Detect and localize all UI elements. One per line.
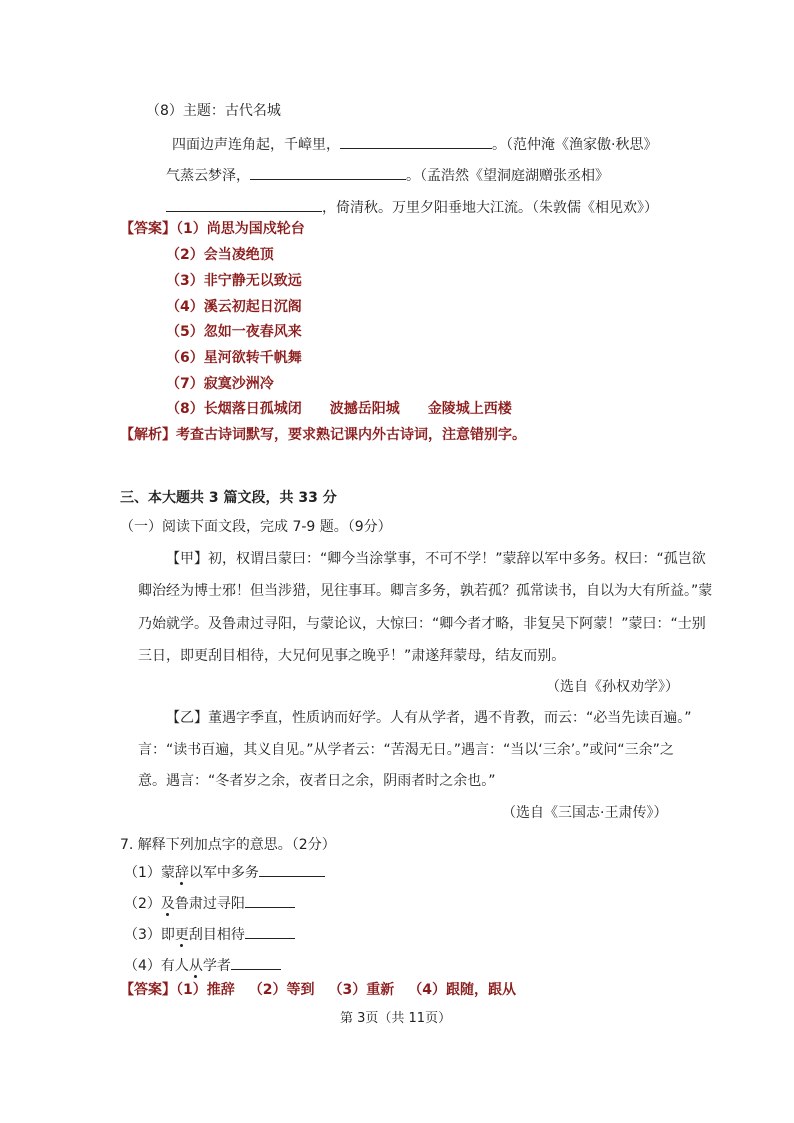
item-text: 学者: [202, 958, 231, 974]
analysis-line: [120, 425, 526, 445]
fill-blank[interactable]: [231, 955, 281, 970]
dotted-char: 更: [174, 927, 189, 943]
passage-jia-line: 三日，即更刮目相待，大兄何见事之晚乎！”肃遂拜蒙母，结友而别。: [138, 648, 566, 664]
answer-item: （1）推辞: [176, 982, 235, 998]
section-title: 三、本大题共 3 篇文段，共 33 分: [120, 490, 337, 506]
passage-yi-line: 【乙】董遇字季直，性质讷而好学。人有从学者，遇不肯教，而云：“必当先读百遍。”: [166, 710, 692, 726]
answer-item: （3）重新: [328, 982, 395, 998]
item-number: （3）: [124, 927, 161, 943]
answer-line-1: [120, 219, 305, 239]
passage-jia-line: 【甲】初，权谓吕蒙曰：“卿今当涂掌事，不可不学！”蒙辞以军中多务。权曰：“孤岂欲: [166, 551, 706, 567]
item-text: 蒙: [160, 865, 175, 881]
dotted-char: 辞: [174, 865, 189, 881]
answer-line-8: [166, 399, 512, 419]
passage-jia-line: 乃始就学。及鲁肃过寻阳，与蒙论议，大惊曰：“卿今者才略，非复吴下阿蒙！”蒙曰：“士别: [138, 616, 706, 632]
fill-blank[interactable]: [245, 924, 295, 939]
fill-blank[interactable]: [259, 862, 325, 877]
poem-line-2-pre: 气蒸云梦泽，: [166, 168, 250, 184]
answer-tag: 【答案】: [120, 221, 176, 237]
answer-item: （2）会当凌绝顶: [166, 247, 274, 263]
poem-line-2: [166, 165, 609, 186]
dotted-char: 及: [160, 896, 175, 912]
answer-item-8b: 波撼岳阳城: [329, 401, 400, 417]
answer-item: （1）尚思为国戍轮台: [176, 221, 305, 237]
poem-line-3: [166, 197, 658, 218]
answer-item: （2）等到: [248, 982, 315, 998]
item-text: 刮目相待: [188, 927, 245, 943]
poem-line-1-post: 。（范仲淹《渔家傲·秋思》: [492, 137, 658, 153]
poem-line-1-pre: 四面边声连角起，千嶂里，: [172, 137, 340, 153]
fill-blank[interactable]: [250, 165, 406, 180]
question-7-item: [124, 893, 295, 914]
passage-yi-line: 意。遇言：“冬者岁之余，夜者日之余，阴雨者时之余也。”: [138, 773, 496, 789]
answer-item: （4）跟随，跟从: [408, 982, 516, 998]
item-number: （1）: [124, 865, 161, 881]
question-7-stem: 7. 解释下列加点字的意思。（2分）: [120, 837, 336, 853]
fill-blank[interactable]: [340, 134, 492, 149]
item-text: 以军中多务: [188, 865, 259, 881]
item-text: 鲁肃过寻阳: [174, 896, 245, 912]
answer-tag: 【答案】: [120, 982, 176, 998]
poem-line-1: [172, 134, 657, 155]
passage-yi-line: 言：“读书百遍，其义自见。”从学者云：“苦渴无日。”遇言：“当以‘三余’。”或问“三余”之: [138, 742, 674, 758]
question-7-item: [124, 955, 281, 976]
question-7-item: [124, 862, 325, 883]
poem-heading: （8）主题：古代名城: [146, 103, 281, 119]
passage-yi-source: （选自《三国志·王肃传》）: [502, 805, 668, 821]
fill-blank[interactable]: [245, 893, 295, 908]
fill-blank[interactable]: [166, 197, 322, 212]
passage-jia-source: （选自《孙权劝学》）: [546, 679, 679, 695]
poem-line-2-post: 。（孟浩然《望洞庭湖赠张丞相》: [406, 168, 609, 184]
page-footer: 第 3页（共 11页）: [340, 1011, 452, 1026]
analysis-text: 考查古诗词默写，要求熟记课内外古诗词，注意错别字。: [176, 427, 526, 443]
answer-item: （8）长烟落日孤城闭: [166, 401, 302, 417]
answer-item: （4）溪云初起日沉阁: [166, 299, 302, 315]
answer-item: （7）寂寞沙洲冷: [166, 376, 274, 392]
answer-item: （3）非宁静无以致远: [166, 273, 302, 289]
answer-item: （5）忽如一夜春风来: [166, 324, 302, 340]
item-number: （2）: [124, 896, 161, 912]
passage-jia-line: 卿治经为博士邪！但当涉猎，见往事耳。卿言多务，孰若孤？孤常读书，自以为大有所益。”蒙: [138, 583, 713, 599]
analysis-tag: 【解析】: [120, 427, 176, 443]
item-number: （4）: [124, 958, 161, 974]
question-7-item: [124, 924, 295, 945]
answer-item-8c: 金陵城上西楼: [427, 401, 512, 417]
answer-item: （6）星河欲转千帆舞: [166, 350, 302, 366]
item-text: 即: [160, 927, 175, 943]
poem-line-3-post: ，倚清秋。万里夕阳垂地大江流。（朱敦儒《相见欢》）: [322, 200, 658, 216]
item-text: 有人: [160, 958, 189, 974]
dotted-char: 从: [188, 958, 203, 974]
subsection-title: （一）阅读下面文段，完成 7-9 题。（9分）: [120, 519, 392, 535]
answer-line-q7: [120, 980, 516, 1000]
